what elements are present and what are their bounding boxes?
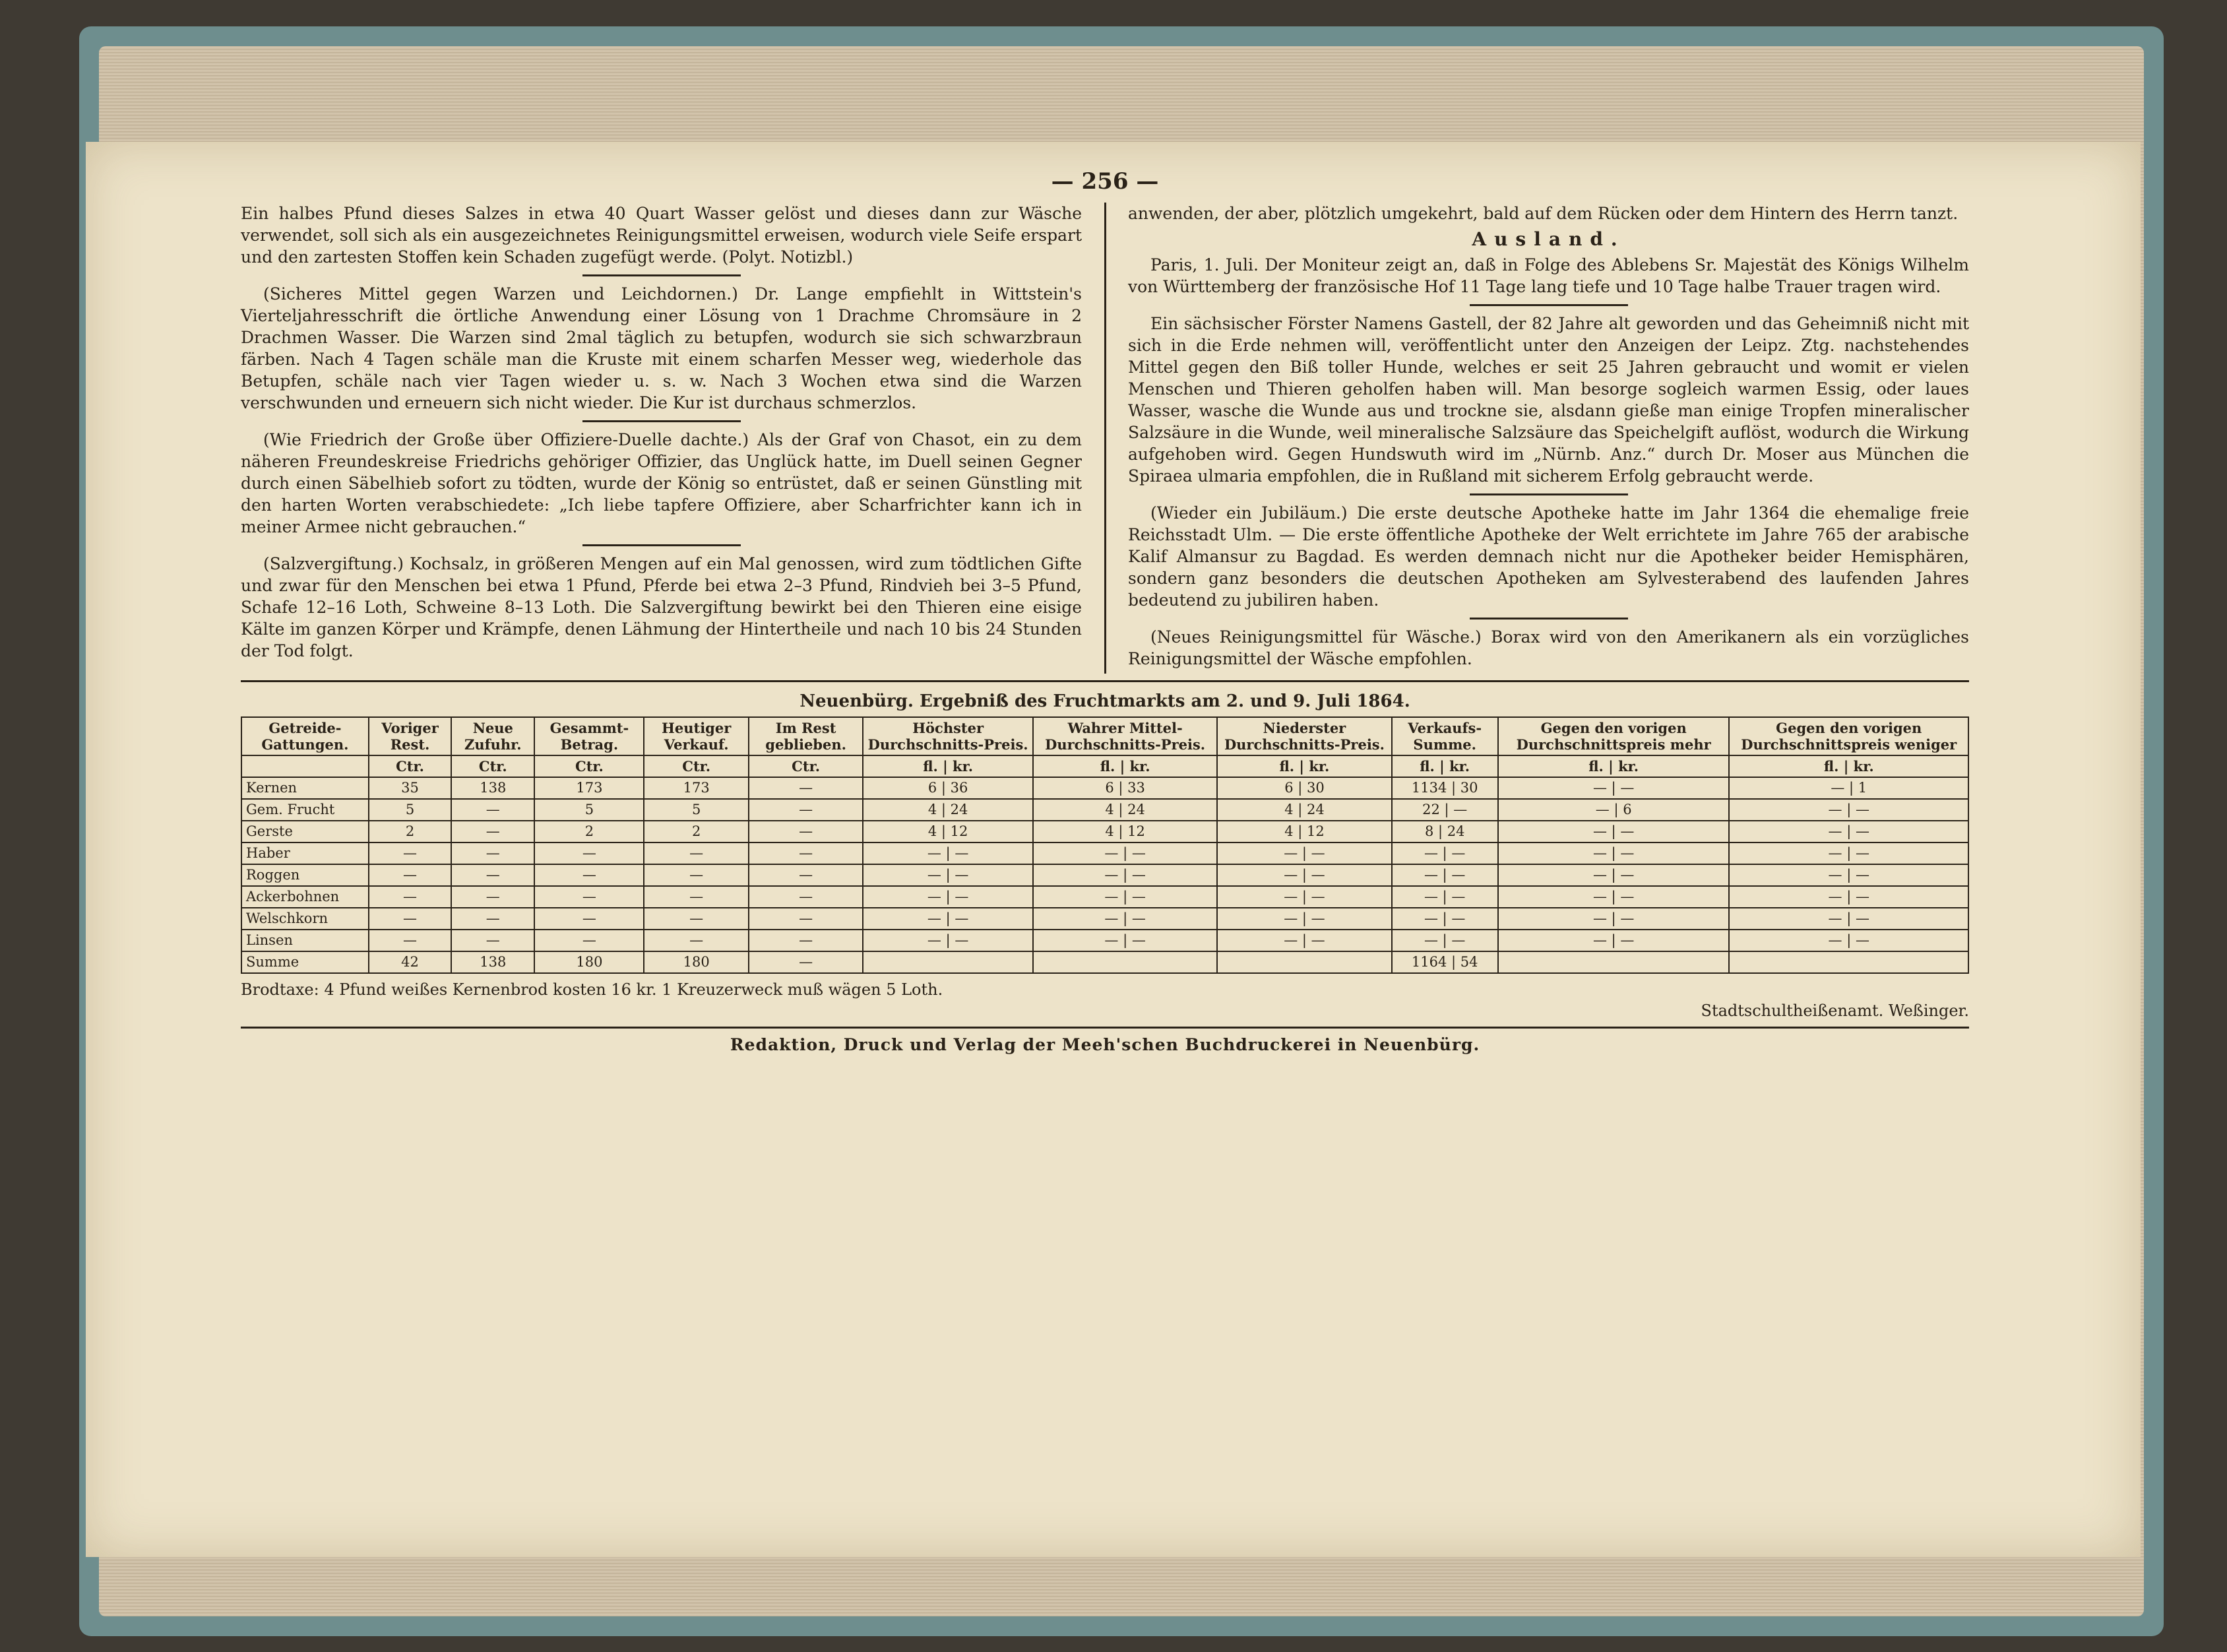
sum-cell — [1498, 951, 1730, 973]
sum-cell — [1033, 951, 1217, 973]
table-row — [241, 930, 1968, 951]
market-header: Niederster Durchschnitts-Preis. — [1217, 717, 1391, 755]
market-unit: fl. | kr. — [1729, 755, 1968, 777]
article-salt-wash: Ein halbes Pfund dieses Salzes in etwa 40 Quart Wasser gelöst und dieses dann zur Wäsche verwendet, soll sich als ein ausgezeichnetes Reinigungsmittel erweisen, wodurch viele Seife erspart und den zartesten Stoffen kein Schaden zugefügt werde. (Polyt. Notizbl.) — [241, 204, 1082, 267]
market-unit-row — [241, 755, 1968, 777]
table-cell: — | — — [1498, 886, 1730, 908]
table-cell: — — [534, 886, 644, 908]
table-cell: — — [451, 930, 534, 951]
market-title: Neuenbürg. Ergebniß des Fruchtmarkts am 2. und 9. Juli 1864. — [800, 691, 1410, 711]
market-header: Gesammt-Betrag. — [534, 717, 644, 755]
table-cell: 1134 | 30 — [1392, 777, 1498, 799]
table-cell: — | — — [1392, 930, 1498, 951]
table-cell: — | — — [1729, 864, 1968, 886]
divider — [582, 274, 741, 276]
table-cell: 2 — [369, 821, 451, 842]
market-header: Gegen den vorigen Durchschnittspreis mehr — [1498, 717, 1730, 755]
table-cell: — | — — [1498, 777, 1730, 799]
market-body — [241, 777, 1968, 973]
table-cell: — | — — [1033, 930, 1217, 951]
market-header-row — [241, 717, 1968, 755]
table-row — [241, 821, 1968, 842]
divider — [582, 420, 741, 422]
imprint: Redaktion, Druck und Verlag der Meeh'schen Buchdruckerei in Neuenbürg. — [730, 1035, 1480, 1054]
table-cell: — | — — [1729, 799, 1968, 821]
table-cell: — | — — [1217, 930, 1391, 951]
table-cell: — | — — [863, 864, 1033, 886]
table-cell: — | — — [1033, 864, 1217, 886]
table-cell: — — [749, 886, 863, 908]
table-row — [241, 864, 1968, 886]
table-cell: — — [749, 777, 863, 799]
table-cell: — — [644, 864, 748, 886]
table-cell: — — [644, 908, 748, 930]
divider — [582, 544, 741, 546]
article-salt-poisoning: (Salzvergiftung.) Kochsalz, in größeren Mengen auf ein Mal genossen, wird zum tödtlichen Gifte und zwar für den Menschen bei etwa 1 Pfund, Pferde bei etwa 2–3 Pfund, Rindvieh bei 3–5 Pfund, Schafe 12–16 Loth, Schweine 8–13 Loth. Die Salzvergiftung bewirkt bei den Thieren eine eisige Kälte im ganzen Körper und Krämpfe, denen Lähmung der Hintertheile und nach 10 bis 24 Stunden der Tod folgt. — [241, 554, 1082, 660]
market-unit: Ctr. — [451, 755, 534, 777]
table-cell: — — [451, 864, 534, 886]
divider — [1470, 304, 1628, 306]
printed-page — [86, 142, 2141, 1557]
column-right — [1128, 203, 1969, 674]
table-cell: — — [451, 908, 534, 930]
table-cell: — | — — [1729, 886, 1968, 908]
table-cell: — — [534, 930, 644, 951]
sum-cell: 42 — [369, 951, 451, 973]
sum-cell: 138 — [451, 951, 534, 973]
table-cell: — — [534, 864, 644, 886]
article-duels: (Wie Friedrich der Große über Offiziere-Duelle dachte.) Als der Graf von Chasot, ein zu dem näheren Freundeskreise Friedrichs gehöriger Offizier, das Unglück hatte, im Duell seinen Gegner durch einen Säbelhieb sofort zu tödten, wurde der König so entrüstet, daß er seinen Günstling mit den harten Worten verabschiedete: „Ich liebe tapfere Offiziere, aber Scharfrichter kann ich in meiner Armee nicht gebrauchen.“ — [241, 430, 1082, 536]
section-divider — [241, 680, 1969, 682]
table-cell: 4 | 24 — [1217, 799, 1391, 821]
table-cell: — | — — [1498, 864, 1730, 886]
table-cell: — | — — [1033, 886, 1217, 908]
table-cell: — | — — [1498, 908, 1730, 930]
table-cell: — — [534, 908, 644, 930]
table-cell: — | 6 — [1498, 799, 1730, 821]
table-cell: — — [749, 864, 863, 886]
table-cell: 4 | 12 — [863, 821, 1033, 842]
sum-cell — [1729, 951, 1968, 973]
sum-cell — [1217, 951, 1391, 973]
article-jubilee: (Wieder ein Jubiläum.) Die erste deutsche Apotheke hatte im Jahr 1364 die ehemalige freie Reichsstadt Ulm. — Die erste öffentliche Apotheke der Welt errichtete im Jahre 765 der arabische Kalif Almansur zu Bagdad. Es werden demnach nicht nur die Apotheker beider Hemisphären, sondern ganz besonders die deutschen Apotheken am Sylvesterabend des laufenden Jahres bedeutend zu jubiliren haben. — [1128, 503, 1969, 610]
table-cell: 5 — [369, 799, 451, 821]
section-heading-ausland: Ausland. — [1472, 228, 1625, 250]
table-cell: — | — — [1392, 886, 1498, 908]
table-cell: 22 | — — [1392, 799, 1498, 821]
grain-type-cell: Gem. Frucht — [241, 799, 369, 821]
table-cell: — — [534, 842, 644, 864]
market-unit — [241, 755, 369, 777]
table-cell: — | — — [863, 842, 1033, 864]
article-borax: (Neues Reinigungsmittel für Wäsche.) Borax wird von den Amerikanern als ein vorzügliches Reinigungsmittel der Wäsche empfohlen. — [1128, 627, 1969, 668]
market-header: Getreide-Gattungen. — [241, 717, 369, 755]
table-cell: — | — — [863, 886, 1033, 908]
column-left — [241, 203, 1082, 674]
grain-type-cell: Linsen — [241, 930, 369, 951]
market-header: Verkaufs-Summe. — [1392, 717, 1498, 755]
table-cell: — | — — [1217, 842, 1391, 864]
table-cell: — — [369, 930, 451, 951]
divider — [1470, 493, 1628, 495]
market-header: Voriger Rest. — [369, 717, 451, 755]
table-cell: — | — — [1729, 821, 1968, 842]
table-cell: — — [451, 842, 534, 864]
table-cell: — — [451, 821, 534, 842]
table-cell: — | — — [1217, 886, 1391, 908]
sum-cell: 180 — [644, 951, 748, 973]
table-cell: — | — — [1033, 842, 1217, 864]
market-unit: Ctr. — [534, 755, 644, 777]
table-cell: — — [749, 821, 863, 842]
table-row — [241, 886, 1968, 908]
table-cell: 2 — [644, 821, 748, 842]
table-cell: — | — — [1217, 864, 1391, 886]
table-cell: 5 — [644, 799, 748, 821]
table-cell: — | — — [1392, 842, 1498, 864]
table-cell: — — [749, 908, 863, 930]
table-cell: — — [749, 842, 863, 864]
market-unit: fl. | kr. — [1217, 755, 1391, 777]
grain-type-cell: Kernen — [241, 777, 369, 799]
sum-cell — [863, 951, 1033, 973]
table-cell: — | — — [1498, 821, 1730, 842]
table-cell: — | — — [1392, 908, 1498, 930]
table-cell: 4 | 24 — [863, 799, 1033, 821]
table-cell: 173 — [644, 777, 748, 799]
market-header: Heutiger Verkauf. — [644, 717, 748, 755]
market-unit: fl. | kr. — [1033, 755, 1217, 777]
table-cell: — | — — [1498, 842, 1730, 864]
sum-label-cell: Summe — [241, 951, 369, 973]
market-unit: fl. | kr. — [1392, 755, 1498, 777]
market-table — [241, 716, 1969, 974]
divider — [1470, 618, 1628, 620]
grain-type-cell: Haber — [241, 842, 369, 864]
table-row — [241, 842, 1968, 864]
table-cell: 6 | 36 — [863, 777, 1033, 799]
article-paris: Paris, 1. Juli. Der Moniteur zeigt an, daß in Folge des Ablebens Sr. Majestät des Königs Wilhelm von Württemberg der französische Hof 11 Tage lang tiefe und 10 Tage halbe Trauer tragen wird. — [1128, 255, 1969, 296]
table-cell: 5 — [534, 799, 644, 821]
article-warts: (Sicheres Mittel gegen Warzen und Leichdornen.) Dr. Lange empfiehlt in Wittstein's Vierteljahresschrift die örtliche Anwendung einer Lösung von 1 Drachme Chromsäure in 2 Drachmen Wasser. Die Warzen sind 2mal täglich zu betupfen, wodurch sie sich schwarzbraun färben. Nach 4 Tagen schäle man die Kruste mit einem scharfen Messer weg, wiederhole das Betupfen, schäle nach vier Tagen wieder u. s. w. Nach 3 Wochen etwa sind die Warzen verschwunden und erneuern sich nicht wieder. Die Kur ist durchaus schmerzlos. — [241, 284, 1082, 412]
sum-row — [241, 951, 1968, 973]
table-cell: — | — — [863, 930, 1033, 951]
table-cell: 173 — [534, 777, 644, 799]
table-cell: — | — — [863, 908, 1033, 930]
table-cell: — — [369, 886, 451, 908]
market-header: Wahrer Mittel-Durchschnitts-Preis. — [1033, 717, 1217, 755]
table-cell: — | — — [1729, 908, 1968, 930]
grain-type-cell: Ackerbohnen — [241, 886, 369, 908]
footer-divider — [241, 1027, 1969, 1029]
table-cell: — — [369, 864, 451, 886]
table-cell: — | 1 — [1729, 777, 1968, 799]
page-content — [241, 168, 1969, 1527]
table-cell: — | — — [1392, 864, 1498, 886]
table-cell: 138 — [451, 777, 534, 799]
table-cell: — — [749, 930, 863, 951]
market-unit: fl. | kr. — [1498, 755, 1730, 777]
grain-type-cell: Welschkorn — [241, 908, 369, 930]
text-columns — [241, 203, 1969, 674]
brodtaxe: Brodtaxe: 4 Pfund weißes Kernenbrod kosten 16 kr. 1 Kreuzerweck muß wägen 5 Loth. — [241, 980, 943, 999]
sum-cell: 1164 | 54 — [1392, 951, 1498, 973]
table-row — [241, 777, 1968, 799]
sum-cell: 180 — [534, 951, 644, 973]
table-cell: 4 | 12 — [1217, 821, 1391, 842]
table-cell: — — [369, 842, 451, 864]
page-number: — 256 — — [1051, 168, 1159, 195]
table-cell: — — [644, 842, 748, 864]
grain-type-cell: Roggen — [241, 864, 369, 886]
table-cell: — | — — [1729, 930, 1968, 951]
market-unit: Ctr. — [749, 755, 863, 777]
table-cell: — — [644, 886, 748, 908]
table-cell: — | — — [1217, 908, 1391, 930]
table-row — [241, 908, 1968, 930]
table-cell: — — [451, 799, 534, 821]
sum-cell: — — [749, 951, 863, 973]
table-cell: — — [644, 930, 748, 951]
table-cell: — — [451, 886, 534, 908]
market-header: Höchster Durchschnitts-Preis. — [863, 717, 1033, 755]
table-cell: 2 — [534, 821, 644, 842]
market-header: Im Rest geblieben. — [749, 717, 863, 755]
market-unit: fl. | kr. — [863, 755, 1033, 777]
table-row — [241, 799, 1968, 821]
market-signature: Stadtschultheißenamt. Weßinger. — [1701, 1001, 1969, 1020]
table-cell: — | — — [1729, 842, 1968, 864]
market-unit: Ctr. — [644, 755, 748, 777]
table-cell: — | — — [1033, 908, 1217, 930]
table-cell: — | — — [1498, 930, 1730, 951]
column-separator — [1104, 203, 1106, 674]
market-header: Neue Zufuhr. — [451, 717, 534, 755]
market-unit: Ctr. — [369, 755, 451, 777]
table-cell: 6 | 30 — [1217, 777, 1391, 799]
article-rabies: Ein sächsischer Förster Namens Gastell, der 82 Jahre alt geworden und das Geheimniß nicht mit sich in die Erde nehmen will, veröffentlicht unter den Anzeigen der Leipz. Ztg. nachstehendes Mittel gegen den Biß toller Hunde, welches er seit 25 Jahren gebraucht und womit er vielen Menschen und Thieren geholfen haben will. Man besorge sogleich warmen Essig, oder laues Wasser, wasche die Wunde aus und trockne sie, alsdann gieße man einige Tropfen mineralischer Salzsäure in die Wunde, weil mineralische Salzsäure das Speichelgift auflöst, wodurch die Wirkung aufgehoben wird. Gegen Hundswuth wird im „Nürnb. Anz.“ durch Dr. Moser aus München die Spiraea ulmaria empfohlen, die in Rußland mit sicherem Erfolg gebraucht werde. — [1128, 314, 1969, 486]
table-cell: 35 — [369, 777, 451, 799]
article-continuation: anwenden, der aber, plötzlich umgekehrt, bald auf dem Rücken oder dem Hintern des Herrn tanzt. — [1128, 204, 1959, 223]
grain-type-cell: Gerste — [241, 821, 369, 842]
table-cell: — — [369, 908, 451, 930]
table-cell: 4 | 12 — [1033, 821, 1217, 842]
table-cell: — — [749, 799, 863, 821]
table-cell: 8 | 24 — [1392, 821, 1498, 842]
table-cell: 4 | 24 — [1033, 799, 1217, 821]
table-cell: 6 | 33 — [1033, 777, 1217, 799]
market-header: Gegen den vorigen Durchschnittspreis weniger — [1729, 717, 1968, 755]
